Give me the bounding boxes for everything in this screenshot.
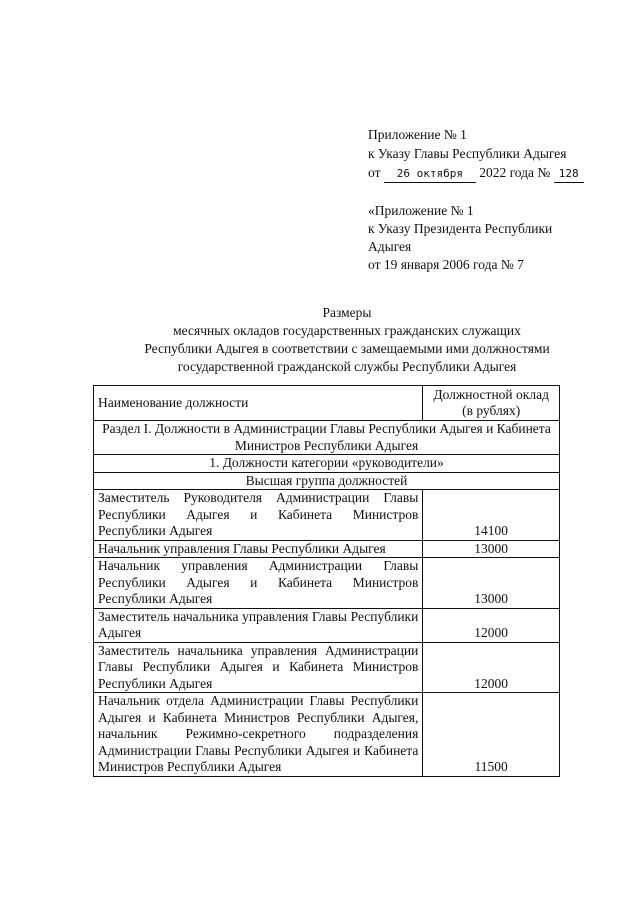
salary-value: 13000 <box>423 558 560 609</box>
position-name: Начальник отдела Администрации Главы Республики Адыгея и Кабинета Министров Республики Адыгея, начальник Режимно-секретного подразделения Администрации Главы Республики Адыгея и Кабинета Министров Республики Адыгея <box>94 693 423 777</box>
salary-value: 13000 <box>423 540 560 558</box>
table-row <box>94 490 560 541</box>
column-header-salary: Должностной оклад (в рублях) <box>423 386 560 421</box>
salary-value: 11500 <box>423 693 560 777</box>
section-row <box>94 421 560 455</box>
doc-title: Размеры <box>322 305 372 320</box>
table-header-row <box>94 386 560 421</box>
section-heading: Раздел I. Должности в Администрации Главы Республики Адыгея и Кабинета Министров Республики Адыгея <box>94 421 560 455</box>
salary-value: 12000 <box>423 608 560 642</box>
handwritten-number: 128 <box>554 165 584 183</box>
prior-decree-region: Адыгея <box>368 239 412 254</box>
table-row <box>94 693 560 777</box>
position-name: Заместитель начальника управления Главы Республики Адыгея <box>94 608 423 642</box>
prior-decree-reference: к Указу Президента Республики <box>368 221 553 236</box>
handwritten-date: 26 октября <box>384 165 476 183</box>
table-row <box>94 558 560 609</box>
salary-value: 14100 <box>423 490 560 541</box>
prior-decree-date: от 19 января 2006 года № 7 <box>368 257 524 272</box>
doc-subtitle-line2: Республики Адыгея в соответствии с замещаемыми ими должностями <box>144 341 550 356</box>
decree-reference: к Указу Главы Республики Адыгея <box>368 146 567 161</box>
date-prefix: от <box>368 165 381 180</box>
table-row <box>94 540 560 558</box>
position-name: Начальник управления Администрации Главы Республики Адыгея и Кабинета Министров Республики Адыгея <box>94 558 423 609</box>
appendix-label: Приложение № 1 <box>368 127 467 142</box>
group-heading: Высшая группа должностей <box>94 472 560 490</box>
salary-value: 12000 <box>423 642 560 693</box>
date-suffix: 2022 года № <box>479 165 551 180</box>
table-row <box>94 642 560 693</box>
category-heading: 1. Должности категории «руководители» <box>94 455 560 473</box>
position-name: Начальник управления Главы Республики Адыгея <box>94 540 423 558</box>
prior-appendix-label: «Приложение № 1 <box>368 203 474 218</box>
position-name: Заместитель Руководителя Администрации Главы Республики Адыгея и Кабинета Министров Республики Адыгея <box>94 490 423 541</box>
doc-subtitle-line1: месячных окладов государственных гражданских служащих <box>173 323 521 338</box>
decree-date-line <box>368 164 584 183</box>
category-row <box>94 455 560 473</box>
position-name: Заместитель начальника управления Администрации Главы Республики Адыгея и Кабинета Министров Республики Адыгея <box>94 642 423 693</box>
table-row <box>94 608 560 642</box>
doc-subtitle-line3: государственной гражданской службы Республики Адыгея <box>177 359 517 374</box>
salary-table <box>93 385 560 777</box>
group-row <box>94 472 560 490</box>
column-header-position: Наименование должности <box>94 386 423 421</box>
